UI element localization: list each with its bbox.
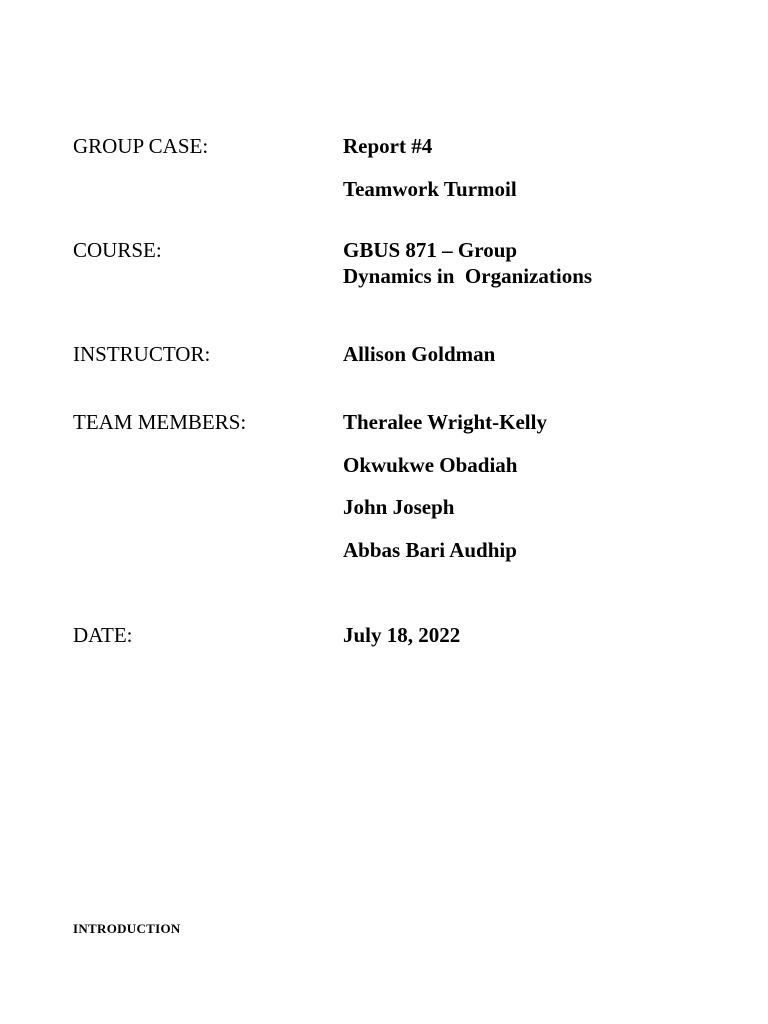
date-label: DATE: <box>73 623 133 647</box>
team-member: Abbas Bari Audhip <box>343 538 517 562</box>
team-member: John Joseph <box>343 495 455 519</box>
course-line-1: GBUS 871 – Group <box>343 238 518 262</box>
report-number: Report #4 <box>343 134 433 158</box>
team-members-label: TEAM MEMBERS: <box>73 410 247 434</box>
introduction-heading: INTRODUCTION <box>73 921 181 936</box>
team-member: Okwukwe Obadiah <box>343 453 518 477</box>
date-value: July 18, 2022 <box>343 623 461 647</box>
course-label: COURSE: <box>73 238 162 262</box>
instructor-name: Allison Goldman <box>343 342 496 366</box>
team-member: Theralee Wright-Kelly <box>343 410 547 434</box>
course-line-2: Dynamics in Organizations <box>343 264 593 288</box>
instructor-label: INSTRUCTOR: <box>73 342 211 366</box>
case-title: Teamwork Turmoil <box>343 177 517 201</box>
group-case-label: GROUP CASE: <box>73 134 209 158</box>
